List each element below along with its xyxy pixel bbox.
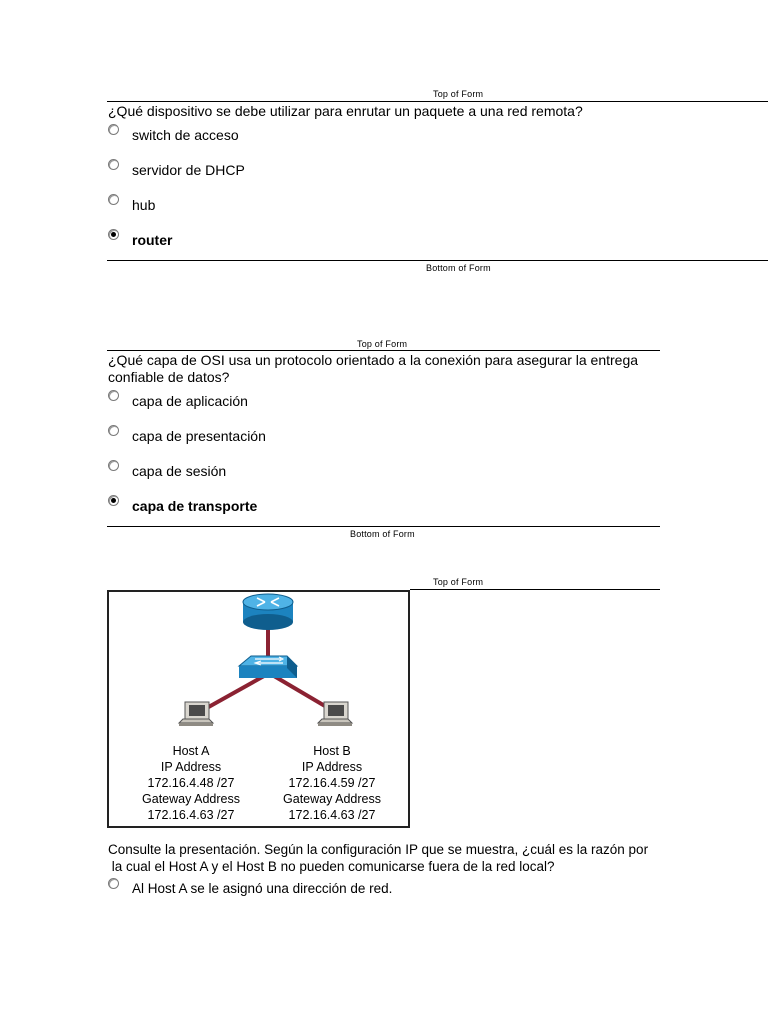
question-line: la cual el Host A y el Host B no pueden comunicarse fuera de la red local? — [108, 859, 555, 874]
radio-button[interactable] — [108, 159, 119, 170]
radio-button[interactable] — [108, 878, 119, 889]
host-a-ip-label: IP Address — [160, 760, 222, 774]
bottom-of-form-marker: Bottom of Form — [350, 529, 415, 539]
host-b-ip-label: IP Address — [301, 760, 363, 774]
host-a-gateway: 172.16.4.63 /27 — [147, 808, 235, 822]
question-line: confiable de datos? — [108, 369, 230, 385]
radio-button-selected[interactable] — [108, 229, 119, 240]
radio-button[interactable] — [108, 194, 119, 205]
switch-host-b-link — [274, 676, 330, 709]
host-a-name: Host A — [172, 744, 210, 758]
host-b-name: Host B — [313, 744, 351, 758]
top-of-form-marker: Top of Form — [357, 339, 408, 349]
host-b-info — [272, 743, 392, 823]
option-label: switch de acceso — [132, 127, 239, 143]
host-a-info — [131, 743, 251, 823]
radio-button-selected[interactable] — [108, 495, 119, 506]
router-icon — [243, 594, 293, 630]
radio-button[interactable] — [108, 460, 119, 471]
question-3-text — [108, 841, 728, 875]
form-top-rule — [107, 350, 660, 351]
bottom-of-form-marker: Bottom of Form — [426, 263, 491, 273]
option-label: capa de aplicación — [132, 393, 248, 409]
question-1-text: ¿Qué dispositivo se debe utilizar para enrutar un paquete a una red remota? — [108, 103, 583, 119]
option-label: capa de sesión — [132, 463, 227, 479]
question-line: ¿Qué capa de OSI usa un protocolo orientado a la conexión para asegurar la entrega — [108, 352, 639, 368]
option-label: router — [132, 232, 173, 248]
top-of-form-marker: Top of Form — [433, 577, 484, 587]
switch-host-a-link — [205, 676, 264, 709]
host-a-ip: 172.16.4.48 /27 — [147, 776, 235, 790]
form-top-rule — [410, 589, 660, 590]
option-label: servidor de DHCP — [132, 162, 245, 178]
question-2-text — [108, 352, 728, 386]
host-a-computer-icon — [179, 702, 213, 726]
network-topology-figure — [107, 590, 410, 828]
option-label: Al Host A se le asignó una dirección de red. — [132, 881, 393, 896]
radio-button[interactable] — [108, 425, 119, 436]
option-label: hub — [132, 197, 156, 213]
form-bottom-rule — [107, 526, 660, 527]
option-label: capa de presentación — [132, 428, 266, 444]
radio-button[interactable] — [108, 390, 119, 401]
form-top-rule — [107, 101, 768, 102]
host-b-gateway-label: Gateway Address — [283, 792, 381, 806]
option-label: capa de transporte — [132, 498, 258, 514]
question-line: Consulte la presentación. Según la configuración IP que se muestra, ¿cuál es la razón por — [108, 842, 649, 857]
top-of-form-marker: Top of Form — [433, 89, 484, 99]
switch-icon — [239, 656, 297, 678]
host-b-gateway: 172.16.4.63 /27 — [288, 808, 376, 822]
radio-button[interactable] — [108, 124, 119, 135]
form-bottom-rule — [107, 260, 768, 261]
host-a-gateway-label: Gateway Address — [142, 792, 240, 806]
host-b-ip: 172.16.4.59 /27 — [288, 776, 376, 790]
